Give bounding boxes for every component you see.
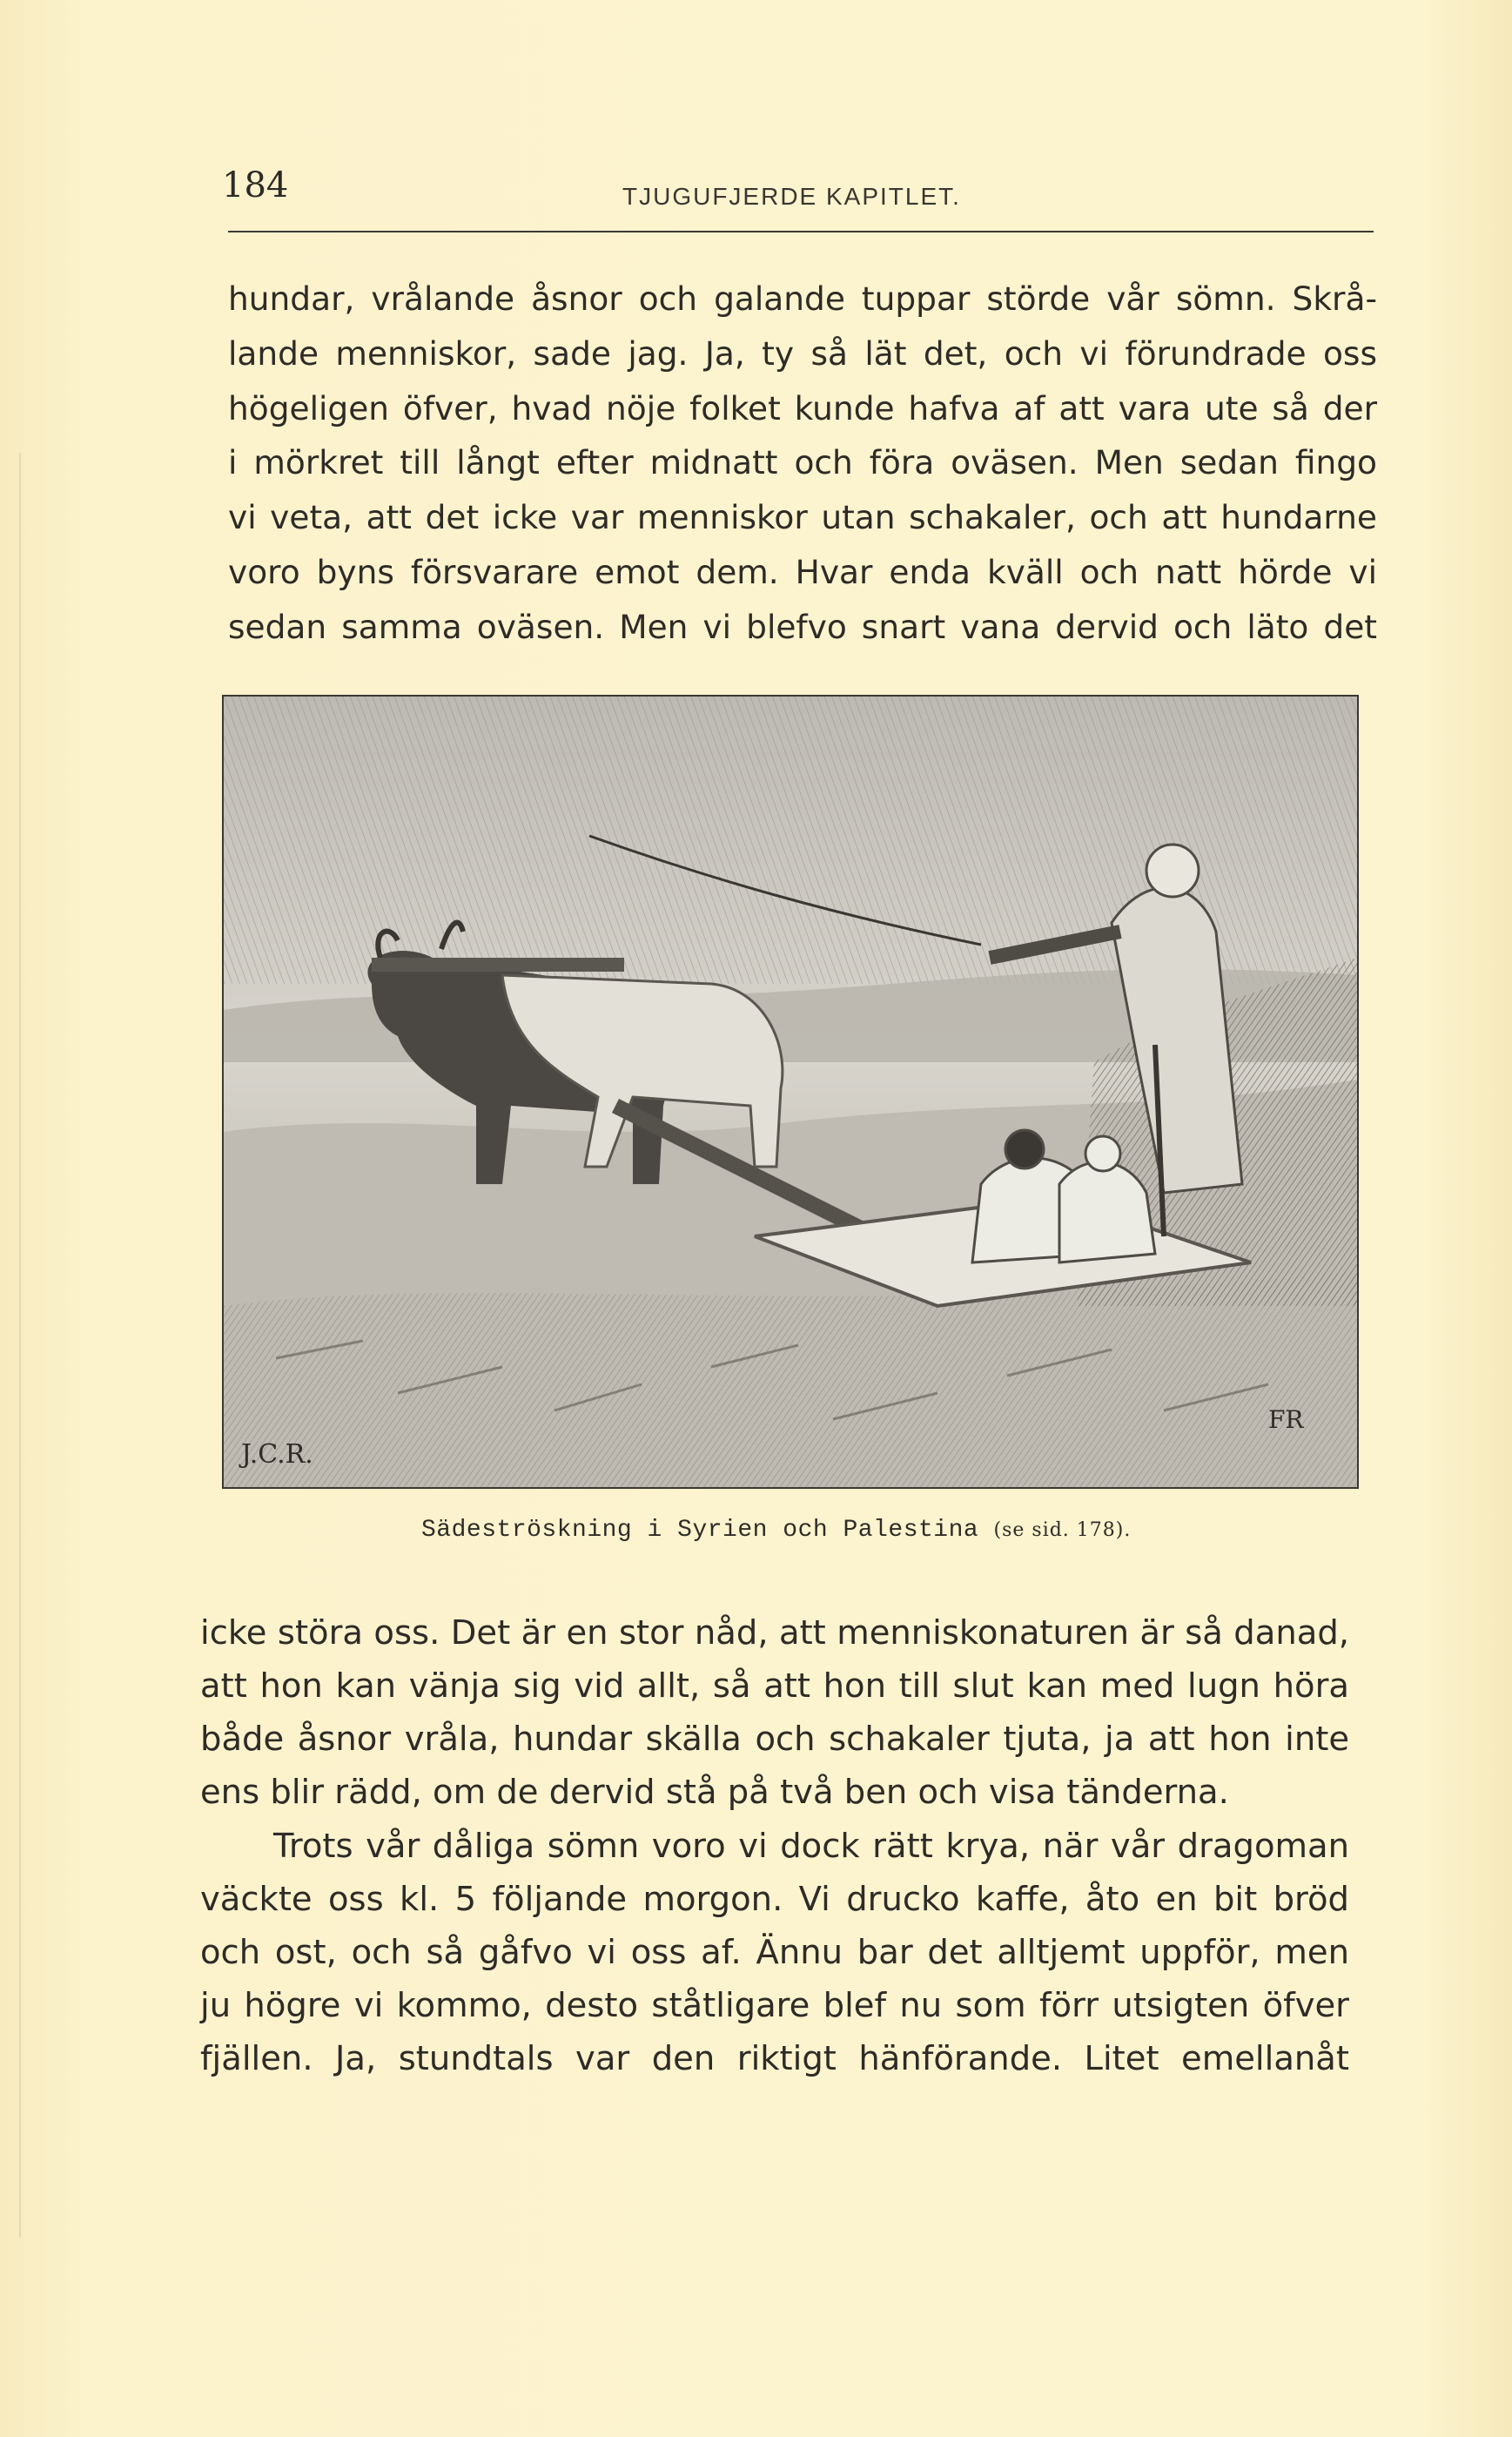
text-line: ens blir rädd, om de dervid stå på två ben och visa tänderna.: [200, 1773, 1229, 1812]
page-number: 184: [222, 165, 289, 205]
text-line: både åsnor vråla, hundar skälla och schakaler tjuta, ja att hon inte: [200, 1720, 1349, 1759]
text-line: icke störa oss. Det är en stor nåd, att menniskonaturen är så danad,: [200, 1613, 1349, 1653]
text-line: vi veta, att det icke var menniskor utan schakaler, och att hundarne: [228, 498, 1377, 537]
signature-right: FR: [1268, 1405, 1304, 1434]
text-line: i mörkret till långt efter midnatt och föra oväsen. Men sedan fingo: [228, 443, 1377, 482]
text-line: att hon kan vänja sig vid allt, så att hon till slut kan med lugn höra: [200, 1666, 1349, 1706]
page-edge-shadow: [19, 453, 21, 2238]
running-head: TJUGUFJERDE KAPITLET.: [622, 183, 961, 210]
caption-text: Sädeströskning i Syrien och Palestina: [421, 1517, 979, 1544]
signature-left: J.C.R.: [241, 1439, 313, 1470]
text-line: och ost, och så gåfvo vi oss af. Ännu bar det alltjemt uppför, men: [200, 1933, 1349, 1972]
text-line: hundar, vrålande åsnor och galande tuppar störde vår sömn. Skrå-: [228, 279, 1377, 318]
text-line: väckte oss kl. 5 följande morgon. Vi drucko kaffe, åto en bit bröd: [200, 1880, 1349, 1919]
text-line: Trots vår dåliga sömn voro vi dock rätt krya, när vår dragoman: [273, 1827, 1349, 1866]
text-line: lande menniskor, sade jag. Ja, ty så lät det, och vi förundrade oss: [228, 333, 1377, 373]
threshing-illustration: [222, 695, 1359, 1489]
text-line: voro byns försvarare emot dem. Hvar enda kväll och natt hörde vi: [228, 552, 1377, 591]
paragraph-top: [228, 272, 1377, 655]
paragraph-bottom: [200, 1820, 1349, 2085]
page-header: [222, 165, 1380, 226]
text-line: sedan samma oväsen. Men vi blefvo snart vana dervid och läto det: [228, 607, 1377, 646]
text-line: fjällen. Ja, stundtals var den riktigt hänförande. Litet emellanåt: [200, 2039, 1349, 2078]
header-rule: [228, 231, 1374, 232]
illustration-engraving: [224, 697, 1357, 1487]
text-line: högeligen öfver, hvad nöje folket kunde hafva af att vara ute så der: [228, 388, 1377, 427]
paragraph-middle: [200, 1606, 1349, 1819]
text-line: ju högre vi kommo, desto ståtligare blef nu som förr utsigten öfver: [200, 1986, 1349, 2025]
caption-page-ref: (se sid. 178).: [993, 1519, 1132, 1541]
figure-caption: [421, 1517, 1131, 1544]
